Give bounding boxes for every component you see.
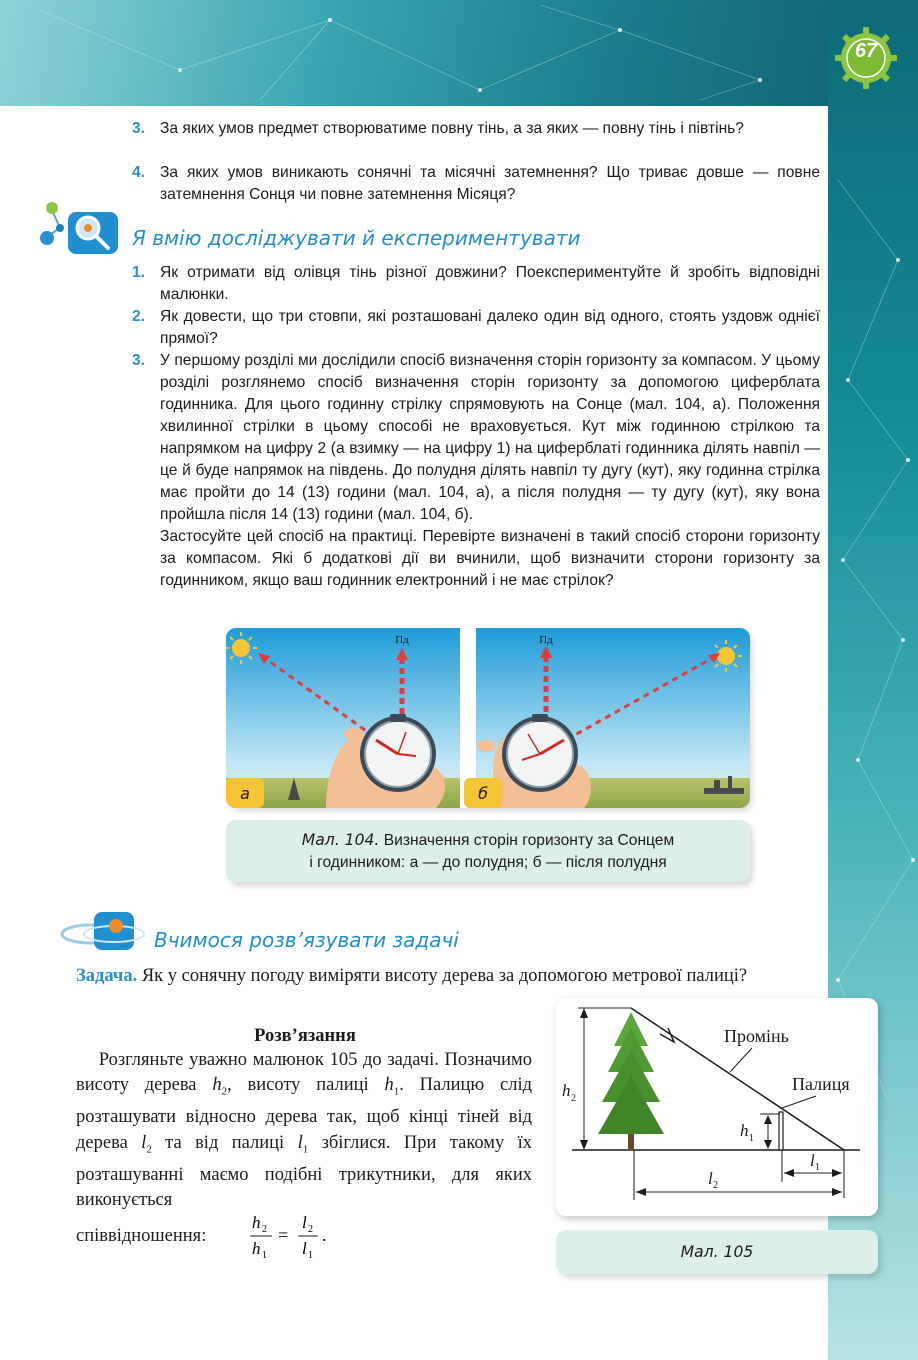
south-label-a: Пд	[395, 634, 409, 646]
ratio-den-right-sub: 1	[308, 1250, 313, 1261]
ratio-num-left: h	[252, 1213, 261, 1232]
h1-sub: 1	[749, 1133, 754, 1144]
l1-sub: 1	[815, 1162, 820, 1173]
experiment-extra-text: Застосуйте цей спосіб на практиці. Перевірте визначені в такий спосіб сторони горизонту за компасом. Які б додаткові дії ви вчинили, щоб визначити сторони горизонту за годинником, якщо ваш годинник електронний і не має стрілок?	[160, 528, 820, 589]
experiment-number: 1.	[132, 264, 146, 281]
question-item	[132, 162, 820, 206]
question-number: 4.	[132, 164, 146, 181]
experiment-text: Як отримати від олівця тінь різної довжини? Поекспериментуйте й зробіть відповідні малюнки.	[160, 264, 820, 303]
task-label: Задача.	[76, 966, 138, 986]
tree-icon	[598, 1012, 664, 1150]
stick-label: Палиця	[792, 1074, 850, 1094]
question-text: За яких умов виникають сонячні та місячні затемнення? Що триває довше — повне затемнення Сонця чи повне затемнення Місяця?	[160, 164, 820, 203]
ray-label: Промінь	[724, 1026, 789, 1046]
ratio-end: .	[322, 1225, 327, 1245]
caption-line2: і годинником: а — до полудня; б — після полудня	[309, 854, 667, 871]
h2-sub: 2	[571, 1093, 576, 1104]
question-number: 3.	[132, 120, 146, 137]
solution-text: Розгляньте уважно малюнок 105 до задачі. Позначимо висоту дерева $h_2$, висоту палиці $h_1$. Палицю слід розташувати відносно дерева так, щоб кінці тіней від дерева $l_2$ та від палиці $l_1$ збіглися. При такому їх розташуванні маємо подібні трикутники, для яких виконується	[76, 1050, 533, 1210]
figure-104-caption	[226, 820, 750, 882]
network-decoration	[0, 0, 918, 106]
ratio-den-right: l	[302, 1239, 307, 1258]
panel-label-a: а	[240, 784, 250, 803]
ratio-den-left-sub: 1	[262, 1250, 267, 1261]
experiment-number: 2.	[132, 308, 146, 325]
ratio-den-left: h	[252, 1239, 261, 1258]
h2-label: h	[562, 1081, 571, 1100]
ratio-num-right-sub: 2	[308, 1224, 313, 1235]
l1-label: l	[810, 1151, 815, 1170]
figure-105	[556, 998, 878, 1216]
panel-label-b: б	[478, 784, 488, 803]
question-text: За яких умов предмет створюватиме повну тінь, а за яких — повну тінь і півтінь?	[160, 120, 744, 137]
task-text: Як у сонячну погоду виміряти висоту дерева за допомогою метрової палиці?	[141, 966, 748, 986]
caption-line1: Визначення сторін горизонту за Сонцем	[383, 832, 675, 849]
ratio-equals: =	[278, 1225, 289, 1245]
task-statement	[76, 964, 818, 989]
section-title-tasks: Вчимося розв’язувати задачі	[154, 928, 459, 952]
figure-104	[226, 628, 750, 808]
south-label-b: Пд	[539, 634, 553, 646]
page-number: 67	[854, 40, 878, 62]
experiment-number: 3.	[132, 352, 146, 369]
ratio-prefix: співвідношення:	[76, 1226, 207, 1246]
experiment-item	[132, 306, 820, 350]
tree-shadow-diagram	[556, 998, 878, 1216]
experiment-item	[132, 350, 820, 592]
experiment-item	[132, 262, 820, 306]
header-band	[0, 0, 918, 106]
solution-title: Розв’язання	[254, 1026, 356, 1046]
figure-105-caption: Мал. 105	[556, 1230, 878, 1274]
watch-compass-illustration	[226, 628, 750, 808]
ratio-formula	[76, 1208, 376, 1264]
l2-sub: 2	[713, 1180, 718, 1191]
orbit-icon	[60, 908, 146, 954]
h1-label: h	[740, 1121, 749, 1140]
molecule-magnifier-icon	[38, 198, 124, 256]
experiment-text: У першому розділі ми дослідили спосіб визначення сторін горизонту за компасом. У цьому розділі розглянемо спосіб визначення сторін горизонту за допомогою циферблата годинника. Для цього годинну стрілку спрямовують на Сонце (мал. 104, а). Положення хвилинної стрілки в цьому способі не враховується. Кут між годинною стрілкою та напрямком на цифру 2 (а взимку — на цифру 1) на циферблаті годинника ділять навпіл — це й буде напрямок на південь. До полудня ділять навпіл ту дугу (кут), яку годинна стрілка має пройти до 14 (13) години (мал. 104, а), а після полудня — ту дугу (кут), яку вона пройшла після 14 (13) години (мал. 104, б).	[160, 352, 820, 523]
ratio-num-left-sub: 2	[262, 1224, 267, 1235]
question-item	[132, 118, 820, 140]
ratio-num-right: l	[302, 1213, 307, 1232]
experiment-text: Як довести, що три стовпи, які розташовані далеко один від одного, стоять уздовж однієї прямої?	[160, 308, 820, 347]
l2-label: l	[708, 1169, 713, 1188]
section-title-experiment: Я вмію досліджувати й експериментувати	[132, 226, 581, 250]
caption-label: Мал. 104.	[301, 831, 380, 849]
